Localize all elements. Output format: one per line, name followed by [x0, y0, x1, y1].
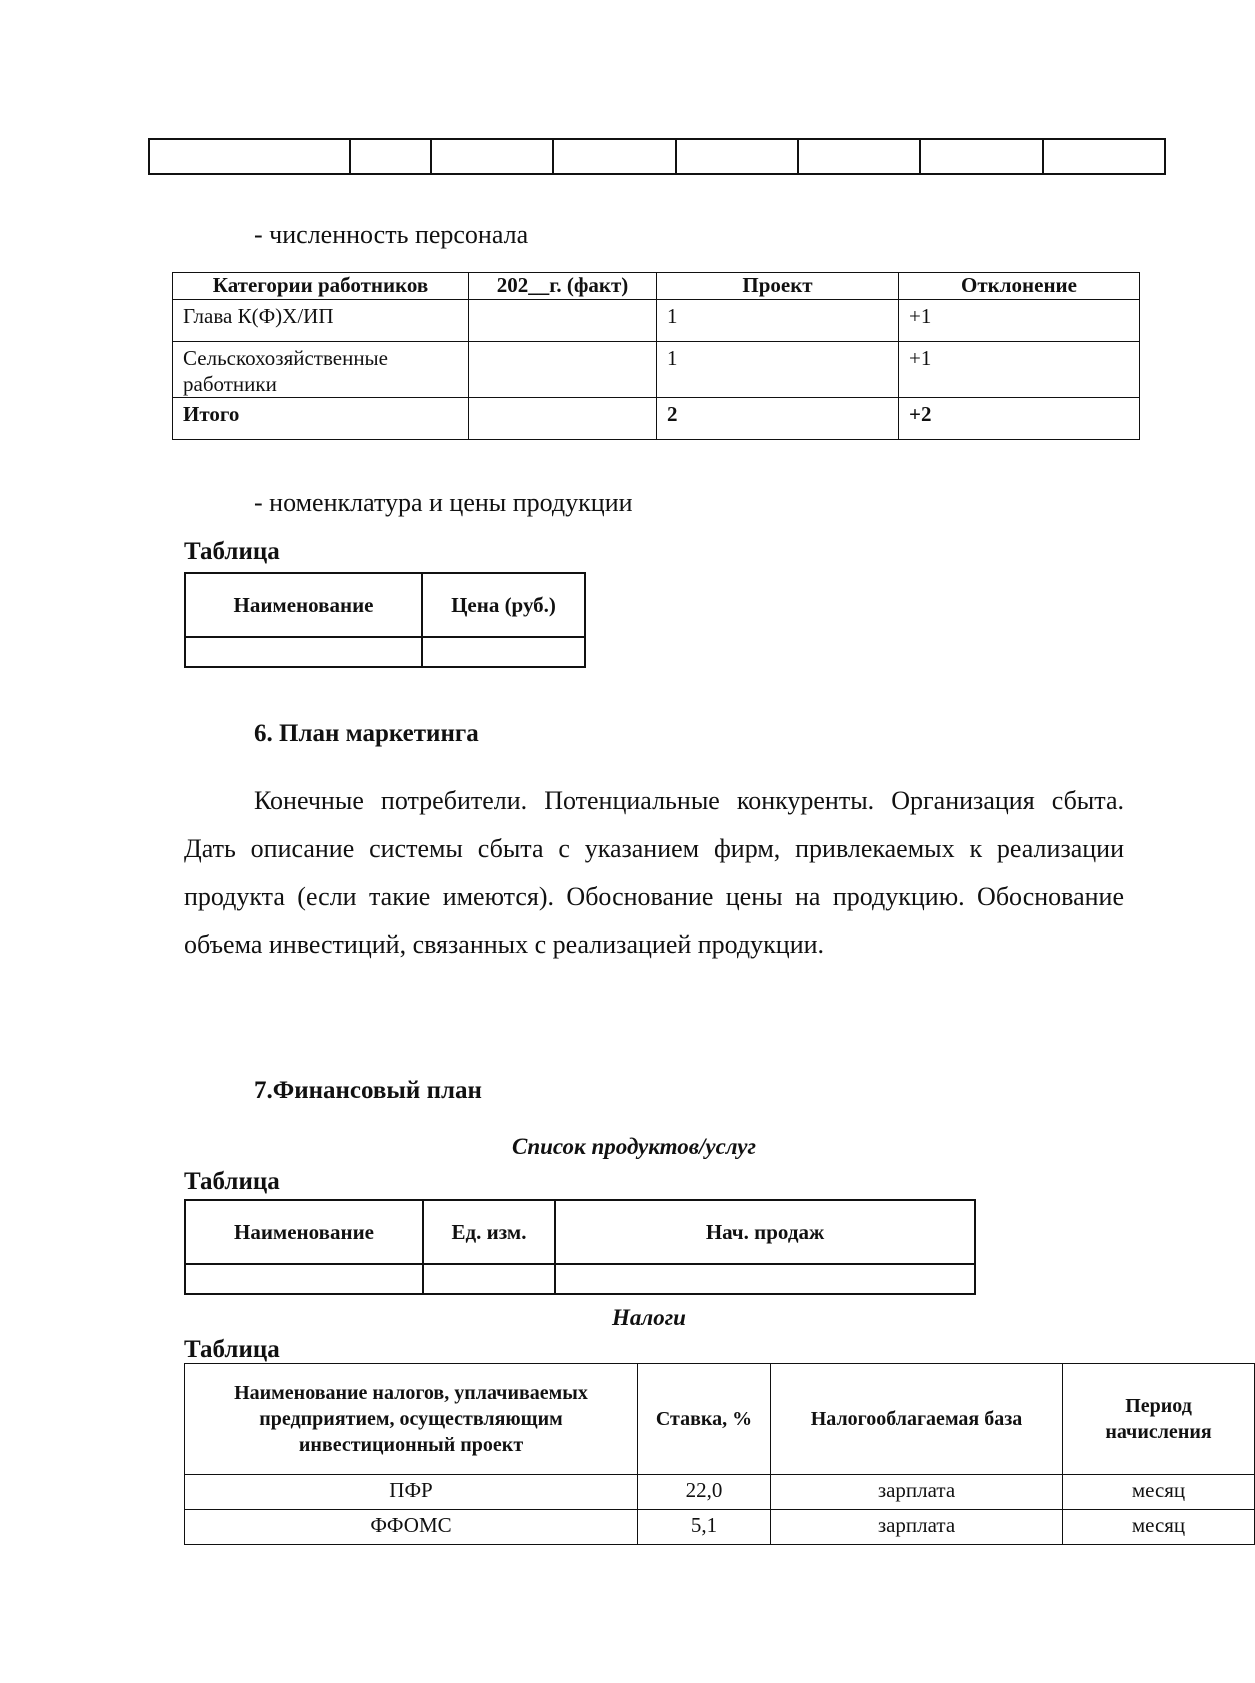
table-row: [185, 1510, 1255, 1545]
column-header: Цена (руб.): [422, 573, 585, 637]
table-cell: 1: [657, 300, 899, 342]
top-fragment-table: [148, 138, 1166, 175]
table-cell: [185, 1264, 423, 1294]
table-cell: [555, 1264, 975, 1294]
table-cell: [185, 637, 422, 667]
nomenclature-table: [184, 572, 586, 668]
table-label: Таблица: [184, 1168, 280, 1195]
nomenclature-heading: - номенклатура и цены продукции: [254, 488, 633, 517]
table-row: [173, 300, 1140, 342]
table-cell: [431, 139, 553, 174]
table-row: [173, 398, 1140, 440]
column-header: Наименование: [185, 573, 422, 637]
column-header: Проект: [657, 273, 899, 300]
table-cell: 22,0: [638, 1475, 771, 1510]
paragraph-text: Конечные потребители. Потенциальные конкуренты. Организация сбыта. Дать описание системы сбыта с указанием фирм, привлекаемых к реализации продукта (если такие имеются). Обоснование цены на продукцию. Обоснование объема инвестиций, связанных с реализацией продукции.: [184, 786, 1124, 959]
staff-heading: - численность персонала: [254, 220, 529, 249]
column-header: 202__г. (факт): [469, 273, 657, 300]
column-header: Период начисления: [1063, 1364, 1255, 1475]
products-table: [184, 1199, 976, 1295]
section-title: 7.Финансовый план: [254, 1077, 482, 1104]
table-header-row: [185, 1200, 975, 1264]
table-cell: +2: [899, 398, 1140, 440]
column-header: Наименование: [185, 1200, 423, 1264]
column-header: Наименование налогов, уплачиваемых предприятием, осуществляющим инвестиционный проект: [185, 1364, 638, 1475]
table-cell: Глава К(Ф)Х/ИП: [173, 300, 469, 342]
table-row: [185, 1475, 1255, 1510]
column-header: Отклонение: [899, 273, 1140, 300]
table-cell: +1: [899, 300, 1140, 342]
table-cell: +1: [899, 342, 1140, 398]
table-cell: 1: [657, 342, 899, 398]
column-header: Категории работников: [173, 273, 469, 300]
table-cell: месяц: [1063, 1510, 1255, 1545]
column-header: Налогооблагаемая база: [771, 1364, 1063, 1475]
table-header-row: [173, 273, 1140, 300]
column-header: Нач. продаж: [555, 1200, 975, 1264]
table-label: Таблица: [184, 1336, 280, 1363]
staff-table: [172, 272, 1140, 440]
table-caption: Список продуктов/услуг: [512, 1134, 756, 1159]
column-header: Ед. изм.: [423, 1200, 555, 1264]
table-cell: зарплата: [771, 1475, 1063, 1510]
table-header-row: [185, 1364, 1255, 1475]
table-row: [173, 342, 1140, 398]
table-cell: [469, 300, 657, 342]
table-cell: [1043, 139, 1165, 174]
table-cell: Итого: [173, 398, 469, 440]
table-cell: зарплата: [771, 1510, 1063, 1545]
table-cell: [920, 139, 1042, 174]
table-row: [149, 139, 1165, 174]
table-cell: месяц: [1063, 1475, 1255, 1510]
table-header-row: [185, 573, 585, 637]
table-row: [185, 1264, 975, 1294]
table-cell: [423, 1264, 555, 1294]
table-cell: ПФР: [185, 1475, 638, 1510]
table-row: [185, 637, 585, 667]
section-title: 6. План маркетинга: [254, 720, 479, 747]
table-cell: [676, 139, 798, 174]
table-cell: [553, 139, 675, 174]
table-cell: 5,1: [638, 1510, 771, 1545]
table-cell: [149, 139, 350, 174]
table-cell: [422, 637, 585, 667]
table-cell: [469, 342, 657, 398]
marketing-paragraph: [184, 777, 1124, 969]
table-caption: Налоги: [612, 1305, 686, 1330]
table-cell: Сельскохозяйственные работники: [173, 342, 469, 398]
taxes-table: [184, 1363, 1255, 1545]
table-cell: [350, 139, 431, 174]
table-label: Таблица: [184, 538, 280, 565]
table-cell: 2: [657, 398, 899, 440]
table-cell: [798, 139, 920, 174]
column-header: Ставка, %: [638, 1364, 771, 1475]
table-cell: [469, 398, 657, 440]
table-cell: ФФОМС: [185, 1510, 638, 1545]
